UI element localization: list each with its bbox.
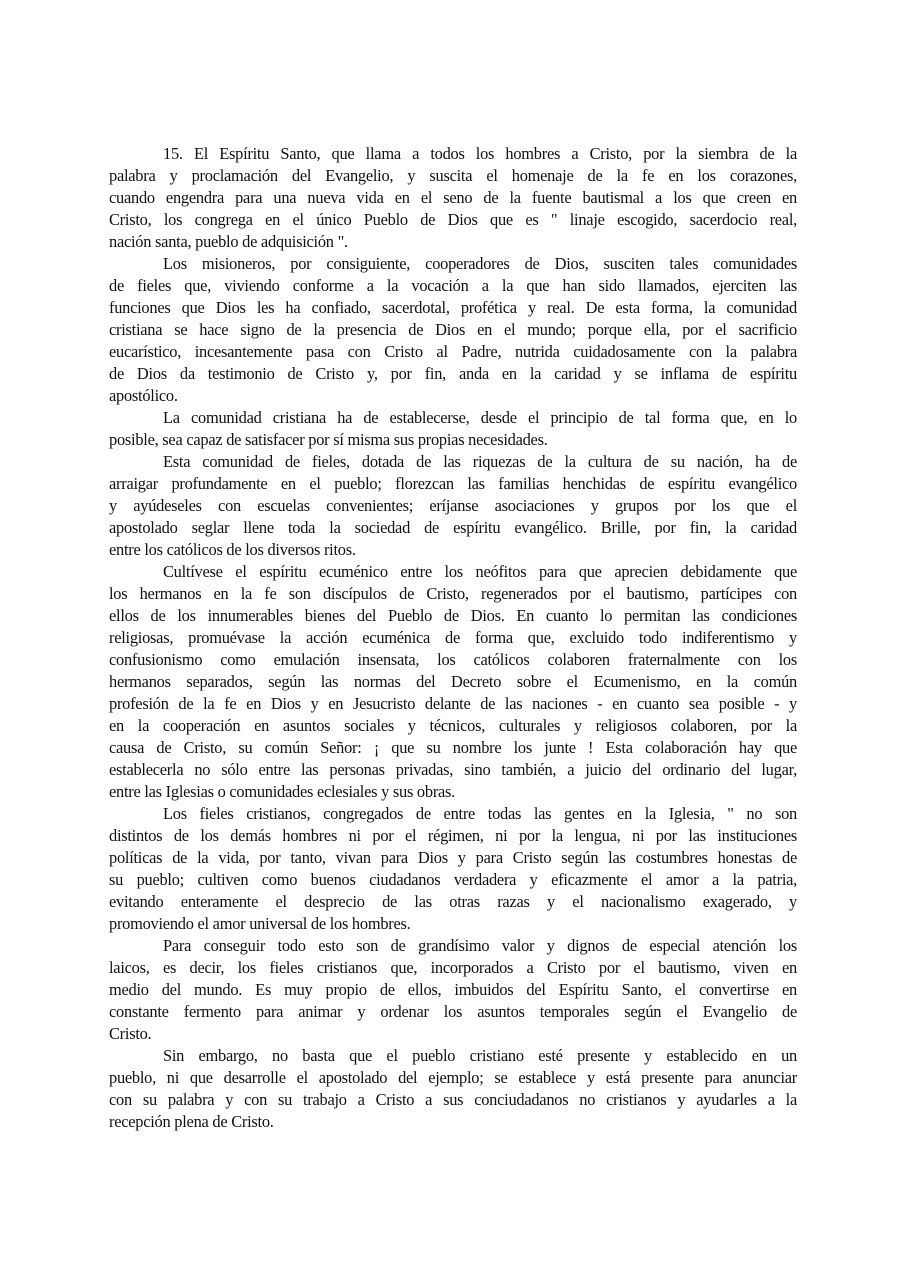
paragraph [109,407,797,451]
text-line: funciones que Dios les ha confiado, sacerdotal, profética y real. De esta forma, la comunidad [109,298,797,317]
text-line: cuando engendra para una nueva vida en el seno de la fuente bautismal a los que creen en [109,188,797,207]
text-line: Los fieles cristianos, congregados de entre todas las gentes en la Iglesia, " no son [163,804,797,823]
text-line: de fieles que, viviendo conforme a la vocación a la que han sido llamados, ejerciten las [109,276,797,295]
text-line: religiosas, promuévase la acción ecuménica de forma que, excluido todo indiferentismo y [109,628,797,647]
text-line: profesión de la fe en Dios y en Jesucristo delante de las naciones - en cuanto sea posible - y [109,694,797,713]
text-line: Sin embargo, no basta que el pueblo cristiano esté presente y establecido en un [163,1046,797,1065]
text-line: cristiana se hace signo de la presencia de Dios en el mundo; porque ella, por el sacrificio [109,320,797,339]
text-line: apostolado seglar llene toda la sociedad de espíritu evangélico. Brille, por fin, la caridad [109,518,797,537]
text-line: entre las Iglesias o comunidades eclesiales y sus obras. [109,782,456,801]
text-line: Cristo. [109,1024,152,1043]
document-body [109,143,797,1133]
text-line: promoviendo el amor universal de los hombres. [109,914,411,933]
text-line: evitando enteramente el desprecio de las otras razas y el nacionalismo exagerado, y [109,892,797,911]
text-line: palabra y proclamación del Evangelio, y suscita el homenaje de la fe en los corazones, [109,166,797,185]
paragraph [109,935,797,1045]
text-line: pueblo, ni que desarrolle el apostolado del ejemplo; se establece y está presente para anunciar [109,1068,797,1087]
text-line: y ayúdeseles con escuelas convenientes; eríjanse asociaciones y grupos por los que el [109,496,797,515]
paragraph [109,253,797,407]
text-line: su pueblo; cultiven como buenos ciudadanos verdadera y eficazmente el amor a la patria, [109,870,797,889]
text-line: ellos de los innumerables bienes del Pueblo de Dios. En cuanto lo permitan las condiciones [109,606,797,625]
paragraph [109,1045,797,1133]
text-line: hermanos separados, según las normas del Decreto sobre el Ecumenismo, en la común [109,672,797,691]
text-line: Cristo, los congrega en el único Pueblo de Dios que es " linaje escogido, sacerdocio real, [109,210,797,229]
text-line: constante fermento para animar y ordenar los asuntos temporales según el Evangelio de [109,1002,797,1021]
text-line: Cultívese el espíritu ecuménico entre los neófitos para que aprecien debidamente que [163,562,797,581]
text-line: arraigar profundamente en el pueblo; florezcan las familias henchidas de espíritu evangélico [109,474,797,493]
text-line: políticas de la vida, por tanto, vivan para Dios y para Cristo según las costumbres honestas de [109,848,797,867]
paragraph [109,143,797,253]
text-line: nación santa, pueblo de adquisición ". [109,232,348,251]
text-line: 15. El Espíritu Santo, que llama a todos los hombres a Cristo, por la siembra de la [163,144,797,163]
text-line: en la cooperación en asuntos sociales y técnicos, culturales y religiosos colaboren, por la [109,716,797,735]
text-line: de Dios da testimonio de Cristo y, por fin, anda en la caridad y se inflama de espíritu [109,364,797,383]
text-line: eucarístico, incesantemente pasa con Cristo al Padre, nutrida cuidadosamente con la palabra [109,342,797,361]
text-line: recepción plena de Cristo. [109,1112,274,1131]
text-line: los hermanos en la fe son discípulos de Cristo, regenerados por el bautismo, partícipes con [109,584,797,603]
paragraph [109,451,797,561]
text-line: Para conseguir todo esto son de grandísimo valor y dignos de especial atención los [163,936,797,955]
text-line: Esta comunidad de fieles, dotada de las riquezas de la cultura de su nación, ha de [163,452,797,471]
text-line: entre los católicos de los diversos ritos. [109,540,356,559]
text-line: medio del mundo. Es muy propio de ellos, imbuidos del Espíritu Santo, el convertirse en [109,980,797,999]
text-line: causa de Cristo, su común Señor: ¡ que su nombre los junte ! Esta colaboración hay que [109,738,797,757]
text-line: establecerla no sólo entre las personas privadas, sino también, a juicio del ordinario del lugar, [109,760,797,779]
text-line: con su palabra y con su trabajo a Cristo a sus conciudadanos no cristianos y ayudarles a la [109,1090,797,1109]
text-line: laicos, es decir, los fieles cristianos que, incorporados a Cristo por el bautismo, viven en [109,958,797,977]
text-line: posible, sea capaz de satisfacer por sí misma sus propias necesidades. [109,430,548,449]
text-line: La comunidad cristiana ha de establecerse, desde el principio de tal forma que, en lo [163,408,797,427]
text-line: apostólico. [109,386,178,405]
paragraph [109,561,797,803]
text-line: distintos de los demás hombres ni por el régimen, ni por la lengua, ni por las instituciones [109,826,797,845]
paragraph [109,803,797,935]
text-line: confusionismo como emulación insensata, los católicos colaboren fraternalmente con los [109,650,797,669]
text-line: Los misioneros, por consiguiente, cooperadores de Dios, susciten tales comunidades [163,254,797,273]
